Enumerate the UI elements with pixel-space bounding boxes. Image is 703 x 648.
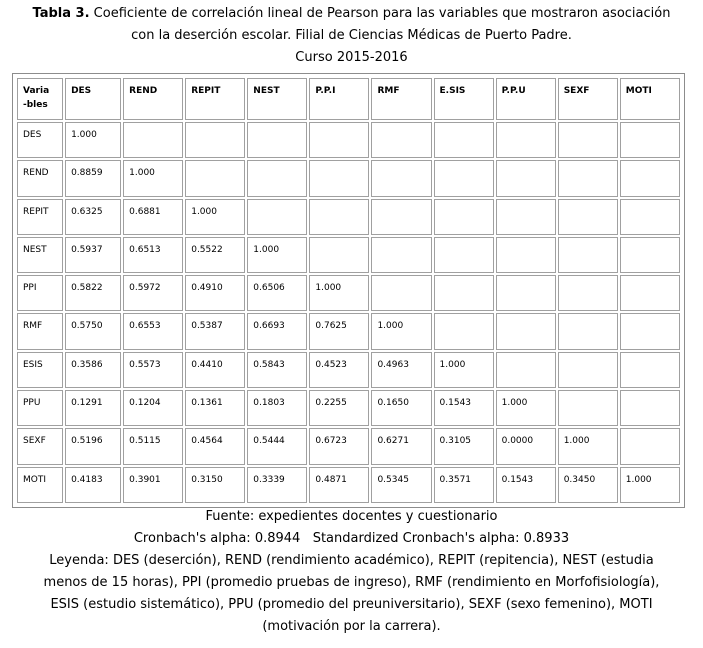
cronbach-note: Cronbach's alpha: 0.8944 Standardized Cronbach's alpha: 0.8933 [133, 531, 570, 546]
table-row [17, 160, 680, 196]
table-cell [371, 275, 431, 311]
table-cell [309, 122, 369, 158]
table-cell: 1.000 [309, 275, 369, 311]
table-cell [558, 160, 618, 196]
table-cell: 1.000 [247, 237, 307, 273]
table-cell [558, 313, 618, 349]
table-cell: 0.1361 [185, 390, 245, 426]
row-label: REND [17, 160, 63, 196]
table-cell: 0.3901 [123, 467, 183, 503]
table-cell [434, 237, 494, 273]
table-cell: 0.6881 [123, 199, 183, 235]
legend-line-1: Leyenda: DES (deserción), REND (rendimiento académico), REPIT (repitencia), NEST (estudia [49, 553, 654, 568]
table-cell: 0.0000 [496, 428, 556, 464]
table-cell: 0.6271 [371, 428, 431, 464]
row-label: PPI [17, 275, 63, 311]
column-header: P.P.U [496, 78, 556, 120]
table-cell: 1.000 [558, 428, 618, 464]
table-cell: 0.7625 [309, 313, 369, 349]
table-cell: 0.4871 [309, 467, 369, 503]
column-header: REPIT [185, 78, 245, 120]
table-cell [185, 122, 245, 158]
table-cell: 0.5115 [123, 428, 183, 464]
table-number: Tabla 3. [32, 6, 90, 21]
table-cell [558, 352, 618, 388]
table-cell [247, 160, 307, 196]
table-cell [371, 122, 431, 158]
table-cell [620, 352, 680, 388]
table-row [17, 275, 680, 311]
table-cell [371, 237, 431, 273]
row-label: NEST [17, 237, 63, 273]
table-cell: 0.3586 [65, 352, 121, 388]
row-label: SEXF [17, 428, 63, 464]
table-cell: 0.1543 [496, 467, 556, 503]
table-cell: 0.3105 [434, 428, 494, 464]
table-cell: 0.6506 [247, 275, 307, 311]
table-cell: 0.6325 [65, 199, 121, 235]
table-cell: 0.5822 [65, 275, 121, 311]
row-label: RMF [17, 313, 63, 349]
table-row [17, 237, 680, 273]
table-cell [434, 160, 494, 196]
table-cell [247, 122, 307, 158]
table-cell: 0.6693 [247, 313, 307, 349]
corner-header: Varia -bles [17, 78, 63, 120]
table-cell [620, 428, 680, 464]
correlation-table-frame [12, 73, 685, 508]
table-cell [496, 275, 556, 311]
table-cell: 0.3339 [247, 467, 307, 503]
table-cell: 1.000 [620, 467, 680, 503]
table-cell: 0.1650 [371, 390, 431, 426]
table-cell [434, 275, 494, 311]
table-cell [558, 390, 618, 426]
table-cell: 0.5345 [371, 467, 431, 503]
table-cell: 1.000 [371, 313, 431, 349]
table-row [17, 467, 680, 503]
row-label: PPU [17, 390, 63, 426]
table-cell: 0.8859 [65, 160, 121, 196]
table-cell [371, 160, 431, 196]
column-header: MOTI [620, 78, 680, 120]
table-cell [247, 199, 307, 235]
header-row [17, 78, 680, 120]
legend-line-4: (motivación por la carrera). [262, 619, 441, 634]
table-cell [309, 237, 369, 273]
table-cell [620, 122, 680, 158]
table-cell [558, 122, 618, 158]
table-body [17, 122, 680, 503]
column-header: DES [65, 78, 121, 120]
table-cell: 0.3450 [558, 467, 618, 503]
table-cell [496, 160, 556, 196]
table-cell: 1.000 [434, 352, 494, 388]
correlation-table [15, 76, 682, 505]
table-cell: 0.5972 [123, 275, 183, 311]
column-header: SEXF [558, 78, 618, 120]
table-cell [620, 313, 680, 349]
table-cell: 0.4963 [371, 352, 431, 388]
table-cell [620, 275, 680, 311]
row-label: DES [17, 122, 63, 158]
caption-line-3: Curso 2015-2016 [295, 50, 408, 65]
table-cell: 0.4410 [185, 352, 245, 388]
table-cell: 0.5750 [65, 313, 121, 349]
table-cell: 0.1291 [65, 390, 121, 426]
table-cell: 0.5196 [65, 428, 121, 464]
table-cell [496, 199, 556, 235]
table-cell: 1.000 [65, 122, 121, 158]
table-row [17, 313, 680, 349]
table-cell [185, 160, 245, 196]
table-cell [558, 199, 618, 235]
table-cell: 0.5387 [185, 313, 245, 349]
table-footer [0, 506, 703, 638]
table-row [17, 428, 680, 464]
table-cell [620, 160, 680, 196]
caption-line-1 [0, 3, 703, 25]
table-cell: 0.6553 [123, 313, 183, 349]
table-cell: 0.4523 [309, 352, 369, 388]
column-header: P.P.I [309, 78, 369, 120]
table-cell [620, 390, 680, 426]
column-header: RMF [371, 78, 431, 120]
table-caption [0, 0, 703, 69]
table-cell: 0.3571 [434, 467, 494, 503]
table-cell: 0.5522 [185, 237, 245, 273]
table-cell: 0.1543 [434, 390, 494, 426]
table-cell: 0.5843 [247, 352, 307, 388]
table-cell: 0.2255 [309, 390, 369, 426]
table-cell [371, 199, 431, 235]
table-cell [496, 313, 556, 349]
table-cell [434, 313, 494, 349]
table-cell: 0.6723 [309, 428, 369, 464]
table-cell [496, 237, 556, 273]
table-cell: 0.4183 [65, 467, 121, 503]
table-cell: 0.4564 [185, 428, 245, 464]
table-cell: 0.5573 [123, 352, 183, 388]
table-row [17, 390, 680, 426]
column-header: REND [123, 78, 183, 120]
legend-line-2: menos de 15 horas), PPI (promedio pruebas de ingreso), RMF (rendimiento en Morfofisiología), [43, 575, 660, 590]
table-cell [496, 122, 556, 158]
legend-line-3: ESIS (estudio sistemático), PPU (promedio del preuniversitario), SEXF (sexo femenino), MOTI [50, 597, 653, 612]
table-cell [496, 352, 556, 388]
row-label: REPIT [17, 199, 63, 235]
table-row [17, 122, 680, 158]
table-cell [123, 122, 183, 158]
row-label: ESIS [17, 352, 63, 388]
caption-title: Coeficiente de correlación lineal de Pearson para las variables que mostraron asociación [89, 6, 671, 21]
table-cell [309, 160, 369, 196]
table-row [17, 352, 680, 388]
source-note: Fuente: expedientes docentes y cuestionario [205, 509, 498, 524]
table-cell: 0.6513 [123, 237, 183, 273]
table-cell: 0.1204 [123, 390, 183, 426]
table-cell [434, 199, 494, 235]
row-label: MOTI [17, 467, 63, 503]
table-cell: 0.3150 [185, 467, 245, 503]
table-cell [434, 122, 494, 158]
table-cell: 0.5937 [65, 237, 121, 273]
table-cell: 0.5444 [247, 428, 307, 464]
table-cell [620, 199, 680, 235]
table-cell [558, 275, 618, 311]
table-cell [309, 199, 369, 235]
caption-line-2: con la deserción escolar. Filial de Ciencias Médicas de Puerto Padre. [131, 28, 572, 43]
table-cell: 0.4910 [185, 275, 245, 311]
table-cell: 1.000 [496, 390, 556, 426]
table-cell: 1.000 [123, 160, 183, 196]
table-cell: 1.000 [185, 199, 245, 235]
table-cell [558, 237, 618, 273]
column-header: NEST [247, 78, 307, 120]
table-row [17, 199, 680, 235]
table-cell [620, 237, 680, 273]
table-cell: 0.1803 [247, 390, 307, 426]
column-header: E.SIS [434, 78, 494, 120]
